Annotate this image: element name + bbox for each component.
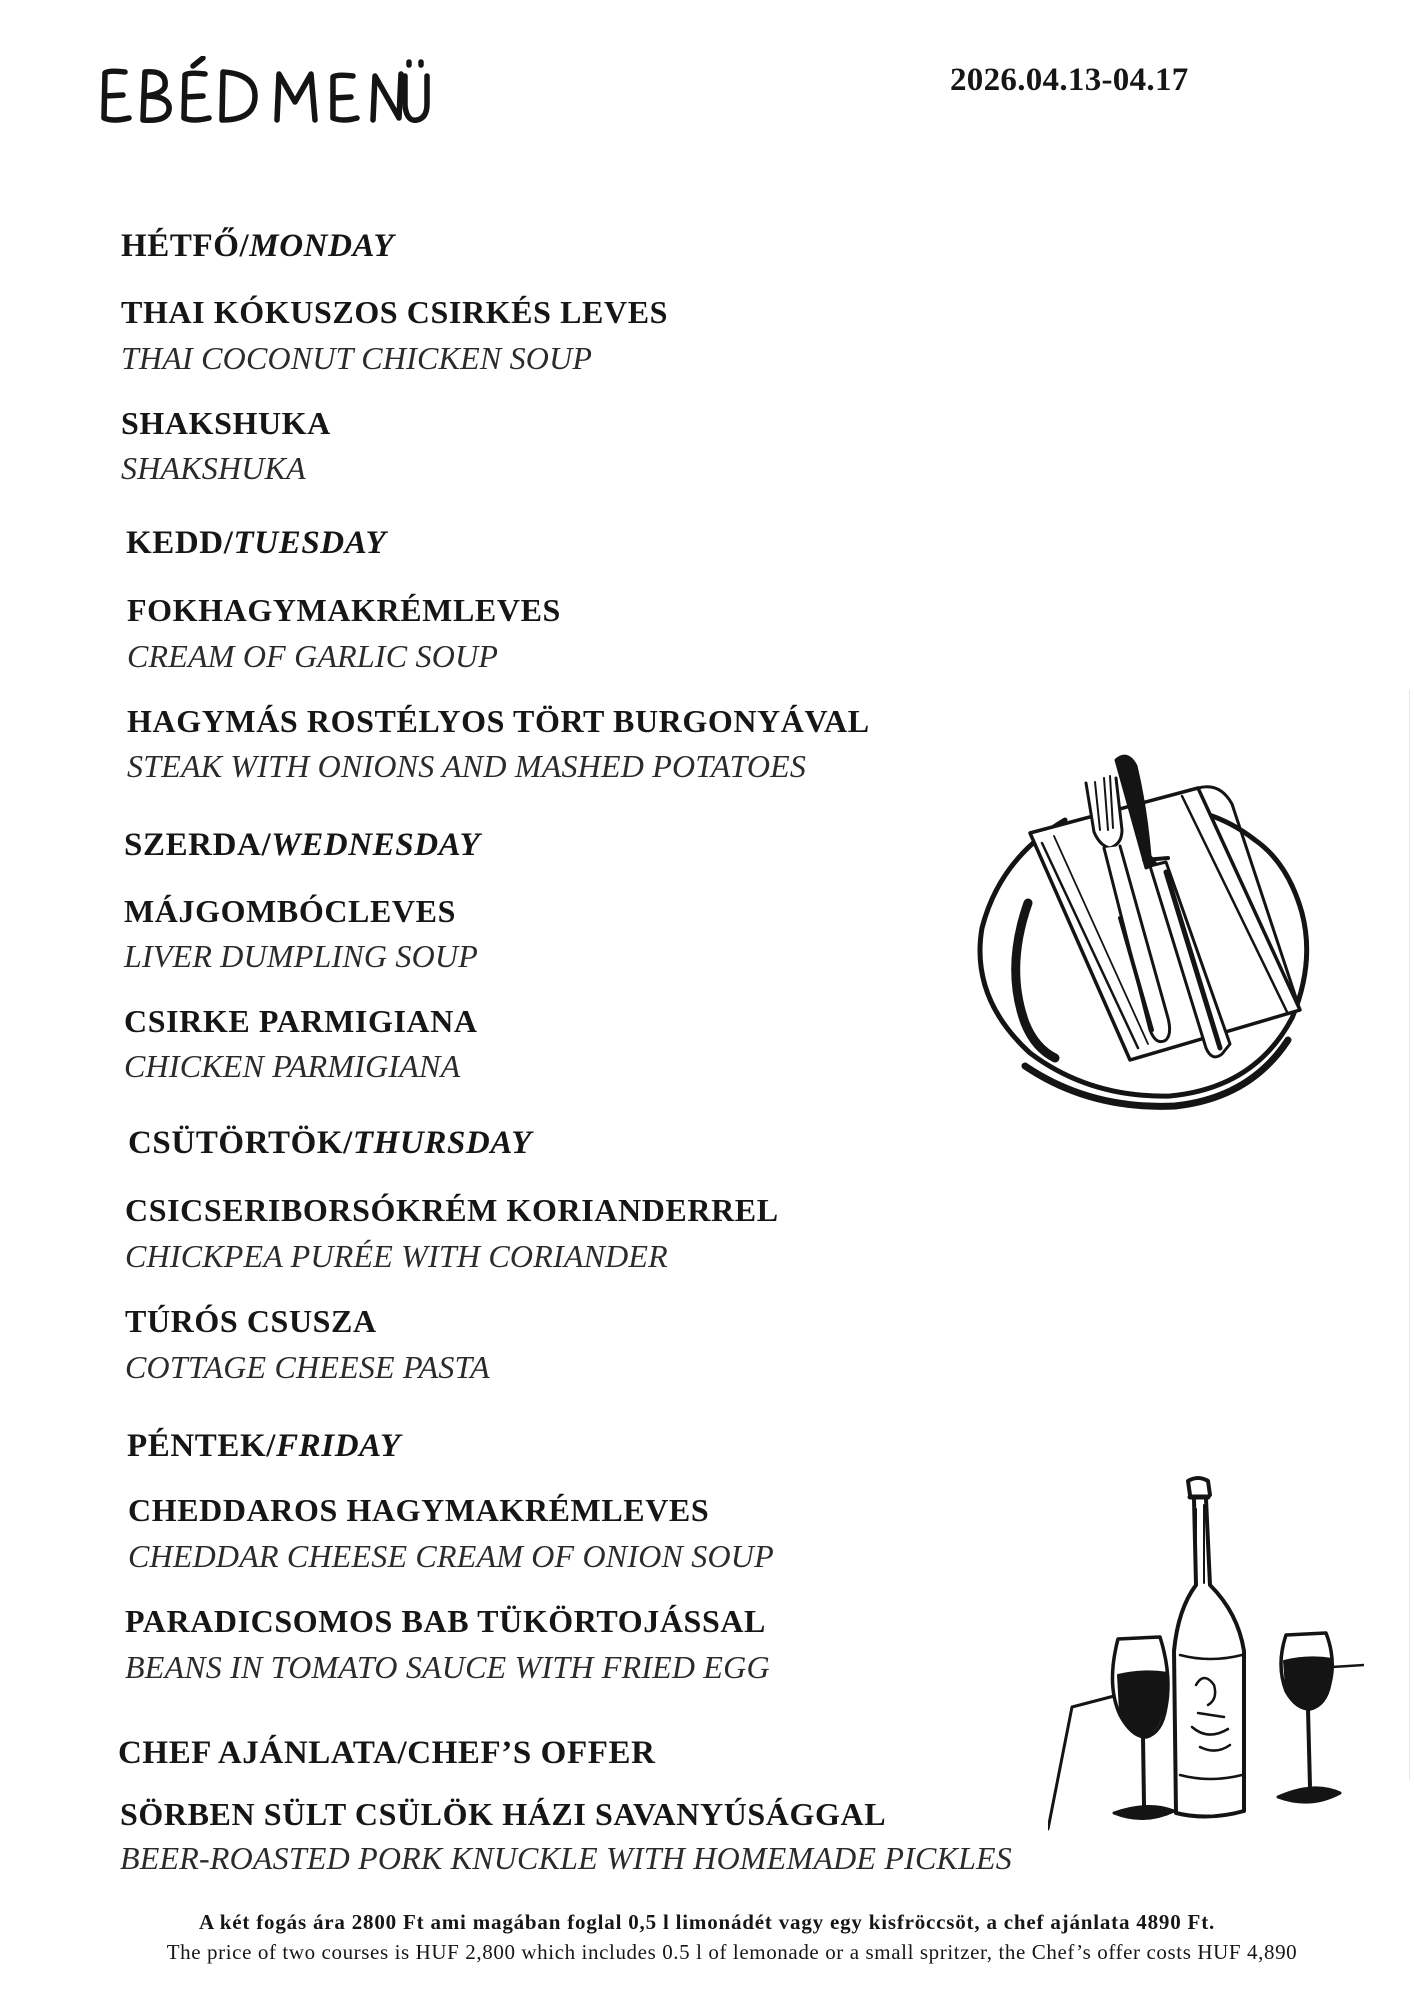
dish-hu: HAGYMÁS ROSTÉLYOS TÖRT BURGONYÁVAL bbox=[127, 703, 870, 739]
dish-hu: CHEDDAROS HAGYMAKRÉMLEVES bbox=[128, 1492, 710, 1528]
day-en: WEDNESDAY bbox=[271, 827, 481, 863]
day-en: MONDAY bbox=[249, 228, 395, 264]
dish-en: CREAM OF GARLIC SOUP bbox=[127, 638, 499, 674]
dish-hu: PARADICSOMOS BAB TÜKÖRTOJÁSSAL bbox=[125, 1603, 766, 1639]
dish-hu: SHAKSHUKA bbox=[121, 405, 331, 441]
menu-title-lettering bbox=[95, 56, 435, 131]
dish-hu: TÚRÓS CSUSZA bbox=[125, 1303, 377, 1339]
week-range: 2026.04.13-04.17 bbox=[950, 62, 1189, 98]
dish-en: SHAKSHUKA bbox=[121, 450, 306, 486]
page-edge-divider bbox=[1409, 690, 1410, 1780]
day-hu: SZERDA/ bbox=[124, 827, 272, 863]
dish-en: LIVER DUMPLING SOUP bbox=[124, 938, 478, 974]
day-heading-tuesday bbox=[126, 525, 386, 562]
dish-en: CHICKPEA PURÉE WITH CORIANDER bbox=[125, 1238, 668, 1274]
day-heading-friday bbox=[127, 1428, 401, 1465]
plate-cutlery-icon bbox=[970, 748, 1320, 1120]
dish-hu: THAI KÓKUSZOS CSIRKÉS LEVES bbox=[121, 294, 669, 330]
dish-en: COTTAGE CHEESE PASTA bbox=[125, 1349, 490, 1385]
day-en: TUESDAY bbox=[233, 525, 387, 561]
dish-en: STEAK WITH ONIONS AND MASHED POTATOES bbox=[127, 748, 807, 784]
day-hu: KEDD/ bbox=[126, 525, 234, 561]
day-hu: HÉTFŐ/ bbox=[121, 228, 250, 264]
menu-title bbox=[95, 56, 435, 131]
dish-hu: CSICSERIBORSÓKRÉM KORIANDERREL bbox=[125, 1192, 779, 1228]
dish-en: CHICKEN PARMIGIANA bbox=[124, 1048, 461, 1084]
day-heading-monday bbox=[121, 228, 394, 265]
day-en: FRIDAY bbox=[276, 1428, 401, 1464]
dish-en: CHEDDAR CHEESE CREAM OF ONION SOUP bbox=[128, 1538, 774, 1574]
day-heading-wednesday bbox=[124, 827, 480, 864]
chef-offer-heading: CHEF AJÁNLATA/CHEF’S OFFER bbox=[118, 1735, 656, 1771]
price-note-hu: A két fogás ára 2800 Ft ami magában foglal 0,5 l limonádét vagy egy kisfröccsöt, a chef ajánlata 4890 Ft. bbox=[198, 1910, 1216, 1934]
dish-hu: CSIRKE PARMIGIANA bbox=[124, 1003, 478, 1039]
dish-en: THAI COCONUT CHICKEN SOUP bbox=[121, 340, 593, 376]
wine-bottle-glasses-icon bbox=[1048, 1475, 1364, 1837]
day-en: THURSDAY bbox=[352, 1125, 532, 1161]
day-hu: PÉNTEK/ bbox=[127, 1428, 277, 1464]
dish-en: BEANS IN TOMATO SAUCE WITH FRIED EGG bbox=[125, 1649, 770, 1685]
day-heading-thursday bbox=[128, 1125, 532, 1162]
price-note-en: The price of two courses is HUF 2,800 which includes 0.5 l of lemonade or a small spritzer, the Chef’s offer costs HUF 4,890 bbox=[166, 1940, 1298, 1964]
dish-hu: MÁJGOMBÓCLEVES bbox=[124, 893, 456, 929]
chef-offer-dish-hu: SÖRBEN SÜLT CSÜLÖK HÁZI SAVANYÚSÁGGAL bbox=[120, 1796, 887, 1832]
chef-offer-dish-en: BEER-ROASTED PORK KNUCKLE WITH HOMEMADE PICKLES bbox=[120, 1840, 1013, 1876]
day-hu: CSÜTÖRTÖK/ bbox=[128, 1125, 353, 1161]
dish-hu: FOKHAGYMAKRÉMLEVES bbox=[127, 592, 561, 628]
